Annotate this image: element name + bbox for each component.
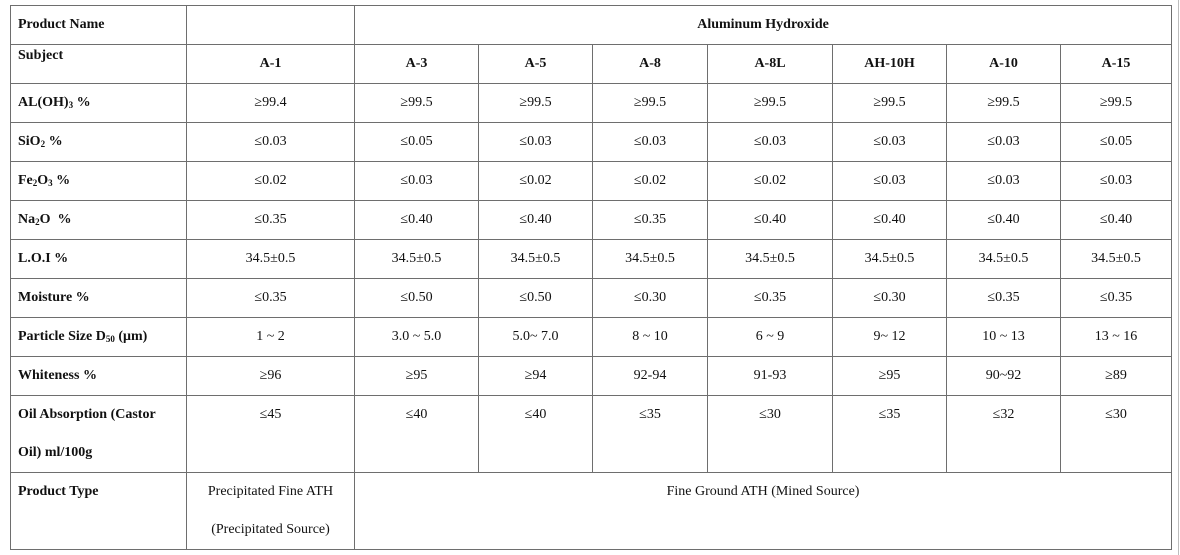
cell-whiteness-a8: 92-94	[593, 357, 708, 396]
cell-whiteness-a1: ≥96	[187, 357, 355, 396]
cell-moisture-a3: ≤0.50	[355, 279, 479, 318]
aluminum-hydroxide-spec-table	[10, 5, 1172, 550]
cell-particle-size-a1: 1 ~ 2	[187, 318, 355, 357]
cell-al-oh3-a1: ≥99.4	[187, 84, 355, 123]
cell-moisture-a1: ≤0.35	[187, 279, 355, 318]
cell-moisture-a15: ≤0.35	[1061, 279, 1172, 318]
table-row-na2o	[11, 201, 1172, 240]
row-label-sio2: SiO$_2$ %	[11, 123, 187, 162]
cell-sio2-a10: ≤0.03	[947, 123, 1061, 162]
cell-na2o-a15: ≤0.40	[1061, 201, 1172, 240]
product-group-title: Aluminum Hydroxide	[355, 6, 1172, 45]
cell-al-oh3-ah10h: ≥99.5	[833, 84, 947, 123]
cell-whiteness-a5: ≥94	[479, 357, 593, 396]
cell-sio2-ah10h: ≤0.03	[833, 123, 947, 162]
cell-moisture-ah10h: ≤0.30	[833, 279, 947, 318]
cell-al-oh3-a15: ≥99.5	[1061, 84, 1172, 123]
cell-sio2-a8l: ≤0.03	[708, 123, 833, 162]
grade-header-ah10h: AH-10H	[833, 45, 947, 84]
row-label-al-oh3: $AL(OH)_3$ %	[11, 84, 187, 123]
product-name-label: Product Name	[11, 6, 187, 45]
table-row-sio2	[11, 123, 1172, 162]
cell-moisture-a8l: ≤0.35	[708, 279, 833, 318]
cell-particle-size-a8: 8 ~ 10	[593, 318, 708, 357]
cell-moisture-a8: ≤0.30	[593, 279, 708, 318]
cell-al-oh3-a3: ≥99.5	[355, 84, 479, 123]
grade-header-a8: A-8	[593, 45, 708, 84]
cell-loi-a8: 34.5±0.5	[593, 240, 708, 279]
cell-na2o-a8l: ≤0.40	[708, 201, 833, 240]
table-row-moisture	[11, 279, 1172, 318]
cell-na2o-ah10h: ≤0.40	[833, 201, 947, 240]
cell-product-type-others: Fine Ground ATH (Mined Source)	[355, 473, 1172, 550]
cell-whiteness-a10: 90~92	[947, 357, 1061, 396]
cell-na2o-a10: ≤0.40	[947, 201, 1061, 240]
cell-loi-a8l: 34.5±0.5	[708, 240, 833, 279]
row-label-product-type: Product Type	[11, 473, 187, 550]
cell-fe2o3-a5: ≤0.02	[479, 162, 593, 201]
cell-whiteness-a8l: 91-93	[708, 357, 833, 396]
row-label-fe2o3: $Fe_2O_3$ %	[11, 162, 187, 201]
header-empty-cell	[187, 6, 355, 45]
cell-fe2o3-a10: ≤0.03	[947, 162, 1061, 201]
cell-particle-size-a8l: 6 ~ 9	[708, 318, 833, 357]
cell-oil-absorption-a8: ≤35	[593, 396, 708, 473]
table-row-fe2o3	[11, 162, 1172, 201]
cell-particle-size-ah10h: 9~ 12	[833, 318, 947, 357]
cell-oil-absorption-a1: ≤45	[187, 396, 355, 473]
header-row-product-name	[11, 6, 1172, 45]
cell-particle-size-a5: 5.0~ 7.0	[479, 318, 593, 357]
cell-na2o-a8: ≤0.35	[593, 201, 708, 240]
cell-fe2o3-a8l: ≤0.02	[708, 162, 833, 201]
cell-whiteness-a15: ≥89	[1061, 357, 1172, 396]
cell-al-oh3-a5: ≥99.5	[479, 84, 593, 123]
cell-fe2o3-a8: ≤0.02	[593, 162, 708, 201]
cell-sio2-a8: ≤0.03	[593, 123, 708, 162]
cell-sio2-a1: ≤0.03	[187, 123, 355, 162]
cell-oil-absorption-a5: ≤40	[479, 396, 593, 473]
cell-moisture-a10: ≤0.35	[947, 279, 1061, 318]
grade-header-a5: A-5	[479, 45, 593, 84]
row-label-whiteness: Whiteness %	[11, 357, 187, 396]
grade-header-a1: A-1	[187, 45, 355, 84]
cell-particle-size-a10: 10 ~ 13	[947, 318, 1061, 357]
cell-loi-ah10h: 34.5±0.5	[833, 240, 947, 279]
cell-loi-a1: 34.5±0.5	[187, 240, 355, 279]
cell-oil-absorption-a3: ≤40	[355, 396, 479, 473]
row-label-na2o: $Na_2O$ %	[11, 201, 187, 240]
grade-header-a10: A-10	[947, 45, 1061, 84]
grade-header-a3: A-3	[355, 45, 479, 84]
cell-al-oh3-a8: ≥99.5	[593, 84, 708, 123]
table-row-whiteness	[11, 357, 1172, 396]
cell-moisture-a5: ≤0.50	[479, 279, 593, 318]
cell-loi-a5: 34.5±0.5	[479, 240, 593, 279]
cell-product-type-a1: Precipitated Fine ATH (Precipitated Source)	[187, 473, 355, 550]
cell-na2o-a5: ≤0.40	[479, 201, 593, 240]
cell-al-oh3-a10: ≥99.5	[947, 84, 1061, 123]
grade-header-a15: A-15	[1061, 45, 1172, 84]
cell-sio2-a15: ≤0.05	[1061, 123, 1172, 162]
table-row-oil-absorption	[11, 396, 1172, 473]
cell-whiteness-a3: ≥95	[355, 357, 479, 396]
cell-fe2o3-a15: ≤0.03	[1061, 162, 1172, 201]
cell-fe2o3-a3: ≤0.03	[355, 162, 479, 201]
cell-oil-absorption-a8l: ≤30	[708, 396, 833, 473]
cell-oil-absorption-a15: ≤30	[1061, 396, 1172, 473]
row-label-moisture: Moisture %	[11, 279, 187, 318]
cell-na2o-a1: ≤0.35	[187, 201, 355, 240]
table-row-al-oh3	[11, 84, 1172, 123]
row-label-particle-size: Particle Size $D_{50}$ (μm)	[11, 318, 187, 357]
cell-loi-a15: 34.5±0.5	[1061, 240, 1172, 279]
page-right-edge-divider	[1178, 0, 1179, 555]
cell-sio2-a5: ≤0.03	[479, 123, 593, 162]
cell-sio2-a3: ≤0.05	[355, 123, 479, 162]
row-label-loi: L.O.I %	[11, 240, 187, 279]
subject-label: Subject	[11, 45, 187, 84]
cell-oil-absorption-a10: ≤32	[947, 396, 1061, 473]
cell-particle-size-a3: 3.0 ~ 5.0	[355, 318, 479, 357]
header-row-grades	[11, 45, 1172, 84]
row-label-oil-absorption: Oil Absorption (Castor Oil) ml/100g	[11, 396, 187, 473]
table-row-particle-size	[11, 318, 1172, 357]
cell-al-oh3-a8l: ≥99.5	[708, 84, 833, 123]
table-row-loi	[11, 240, 1172, 279]
cell-na2o-a3: ≤0.40	[355, 201, 479, 240]
cell-loi-a3: 34.5±0.5	[355, 240, 479, 279]
cell-fe2o3-ah10h: ≤0.03	[833, 162, 947, 201]
cell-particle-size-a15: 13 ~ 16	[1061, 318, 1172, 357]
table-row-product-type	[11, 473, 1172, 550]
cell-fe2o3-a1: ≤0.02	[187, 162, 355, 201]
cell-oil-absorption-ah10h: ≤35	[833, 396, 947, 473]
cell-whiteness-ah10h: ≥95	[833, 357, 947, 396]
cell-loi-a10: 34.5±0.5	[947, 240, 1061, 279]
grade-header-a8l: A-8L	[708, 45, 833, 84]
